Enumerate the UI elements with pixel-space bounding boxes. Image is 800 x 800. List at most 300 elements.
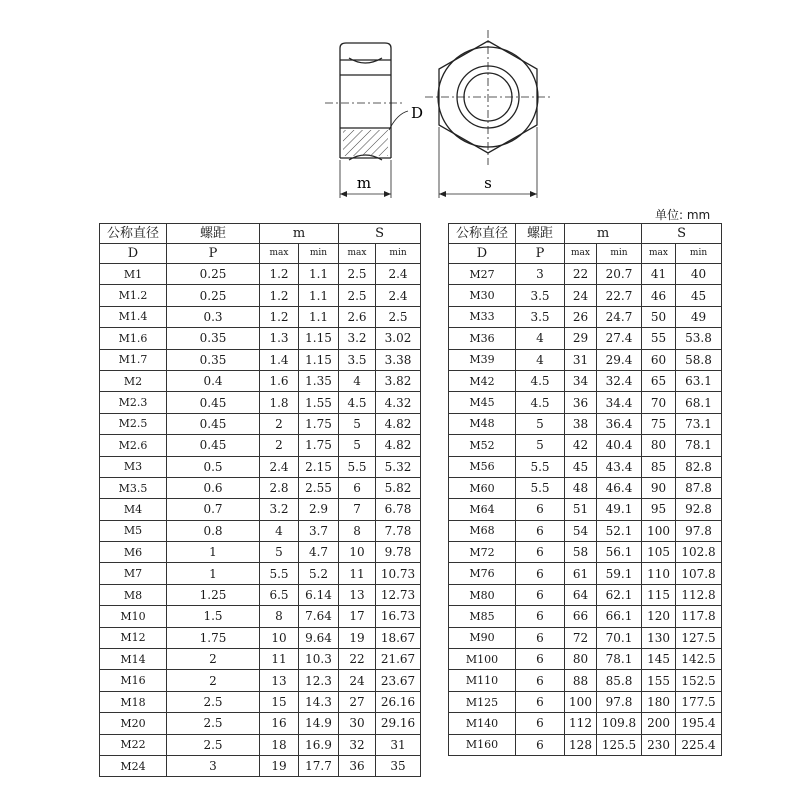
cell-pitch: 4 xyxy=(516,328,565,349)
cell-height-min: 62.1 xyxy=(597,584,642,605)
cell-pitch: 2.5 xyxy=(167,713,260,734)
cell-width-max: 95 xyxy=(642,499,676,520)
header-max: max xyxy=(642,244,676,264)
cell-height-min: 1.15 xyxy=(299,328,339,349)
header-pitch-symbol: P xyxy=(516,244,565,264)
cell-diameter: M14 xyxy=(100,649,167,670)
cell-height-min: 14.9 xyxy=(299,713,339,734)
cell-height-max: 8 xyxy=(260,606,299,627)
d-label: D xyxy=(411,104,424,122)
cell-pitch: 6 xyxy=(516,670,565,691)
cell-height-max: 3.2 xyxy=(260,499,299,520)
cell-height-max: 80 xyxy=(565,649,597,670)
cell-width-min: 53.8 xyxy=(676,328,722,349)
cell-height-min: 6.14 xyxy=(299,584,339,605)
table-row xyxy=(100,649,421,670)
cell-width-min: 26.16 xyxy=(376,691,421,712)
cell-height-max: 112 xyxy=(565,713,597,734)
table-row xyxy=(449,413,722,434)
cell-pitch: 0.35 xyxy=(167,328,260,349)
cell-diameter: M7 xyxy=(100,563,167,584)
cell-height-max: 2 xyxy=(260,413,299,434)
header-min: min xyxy=(376,244,421,264)
cell-diameter: M1.6 xyxy=(100,328,167,349)
cell-pitch: 3.5 xyxy=(516,306,565,327)
cell-diameter: M140 xyxy=(449,713,516,734)
table-row xyxy=(100,435,421,456)
cell-height-max: 5.5 xyxy=(260,563,299,584)
cell-diameter: M1.7 xyxy=(100,349,167,370)
header-pitch: 螺距 xyxy=(516,224,565,244)
cell-height-max: 2 xyxy=(260,435,299,456)
cell-diameter: M110 xyxy=(449,670,516,691)
cell-height-min: 24.7 xyxy=(597,306,642,327)
cell-height-min: 22.7 xyxy=(597,285,642,306)
cell-height-min: 56.1 xyxy=(597,542,642,563)
cell-diameter: M60 xyxy=(449,477,516,498)
table-row xyxy=(100,392,421,413)
cell-width-max: 4.5 xyxy=(339,392,376,413)
cell-width-min: 3.82 xyxy=(376,370,421,391)
cell-height-max: 24 xyxy=(565,285,597,306)
cell-pitch: 6 xyxy=(516,542,565,563)
cell-pitch: 5.5 xyxy=(516,477,565,498)
cell-height-min: 14.3 xyxy=(299,691,339,712)
cell-width-min: 49 xyxy=(676,306,722,327)
cell-diameter: M8 xyxy=(100,584,167,605)
cell-height-min: 10.3 xyxy=(299,649,339,670)
cell-height-max: 2.4 xyxy=(260,456,299,477)
cell-height-min: 1.35 xyxy=(299,370,339,391)
cell-width-max: 120 xyxy=(642,606,676,627)
cell-height-max: 16 xyxy=(260,713,299,734)
header-width: S xyxy=(339,224,421,244)
cell-width-max: 11 xyxy=(339,563,376,584)
cell-width-max: 24 xyxy=(339,670,376,691)
cell-pitch: 4.5 xyxy=(516,370,565,391)
table-row xyxy=(449,520,722,541)
hex-nut-drawing xyxy=(0,0,800,210)
cell-diameter: M76 xyxy=(449,563,516,584)
m-arrow-left xyxy=(340,191,347,197)
cell-width-min: 63.1 xyxy=(676,370,722,391)
s-arrow-left xyxy=(439,191,446,197)
table-row xyxy=(449,627,722,648)
cell-height-min: 9.64 xyxy=(299,627,339,648)
cell-height-max: 1.2 xyxy=(260,264,299,285)
cell-width-min: 73.1 xyxy=(676,413,722,434)
cell-height-min: 1.15 xyxy=(299,349,339,370)
cell-width-max: 10 xyxy=(339,542,376,563)
cell-width-min: 2.5 xyxy=(376,306,421,327)
cell-width-max: 2.5 xyxy=(339,285,376,306)
cell-diameter: M160 xyxy=(449,734,516,755)
cell-diameter: M3.5 xyxy=(100,477,167,498)
cell-width-max: 55 xyxy=(642,328,676,349)
cell-height-min: 2.9 xyxy=(299,499,339,520)
table-row xyxy=(449,734,722,755)
cell-width-max: 5 xyxy=(339,413,376,434)
cell-height-min: 4.7 xyxy=(299,542,339,563)
cell-width-min: 127.5 xyxy=(676,627,722,648)
cell-pitch: 6 xyxy=(516,606,565,627)
table-row xyxy=(100,285,421,306)
cell-pitch: 6 xyxy=(516,734,565,755)
m-arrow-right xyxy=(384,191,391,197)
table-row xyxy=(100,306,421,327)
cell-diameter: M20 xyxy=(100,713,167,734)
cell-pitch: 0.45 xyxy=(167,413,260,434)
cell-height-min: 70.1 xyxy=(597,627,642,648)
cell-diameter: M80 xyxy=(449,584,516,605)
table-row xyxy=(100,499,421,520)
cell-height-max: 42 xyxy=(565,435,597,456)
cell-width-max: 115 xyxy=(642,584,676,605)
cell-height-min: 20.7 xyxy=(597,264,642,285)
cell-diameter: M3 xyxy=(100,456,167,477)
cell-width-max: 17 xyxy=(339,606,376,627)
cell-width-max: 30 xyxy=(339,713,376,734)
cell-pitch: 0.7 xyxy=(167,499,260,520)
table-row xyxy=(100,606,421,627)
cell-width-min: 7.78 xyxy=(376,520,421,541)
cell-height-max: 64 xyxy=(565,584,597,605)
table-row xyxy=(449,306,722,327)
cell-height-min: 5.2 xyxy=(299,563,339,584)
cell-width-min: 112.8 xyxy=(676,584,722,605)
cell-width-max: 7 xyxy=(339,499,376,520)
cell-diameter: M1.2 xyxy=(100,285,167,306)
cell-width-min: 31 xyxy=(376,734,421,755)
cell-height-min: 46.4 xyxy=(597,477,642,498)
table-row xyxy=(449,499,722,520)
cell-pitch: 6 xyxy=(516,627,565,648)
cell-height-min: 1.1 xyxy=(299,264,339,285)
table-row xyxy=(100,456,421,477)
cell-height-max: 66 xyxy=(565,606,597,627)
table-row xyxy=(449,691,722,712)
cell-width-min: 87.8 xyxy=(676,477,722,498)
cell-width-max: 5.5 xyxy=(339,456,376,477)
cell-pitch: 1.5 xyxy=(167,606,260,627)
cell-height-max: 51 xyxy=(565,499,597,520)
table-row xyxy=(100,328,421,349)
cell-width-min: 142.5 xyxy=(676,649,722,670)
table-row xyxy=(100,349,421,370)
cell-width-min: 107.8 xyxy=(676,563,722,584)
header-diameter: 公称直径 xyxy=(100,224,167,244)
cell-pitch: 0.45 xyxy=(167,392,260,413)
s-dimension-label: s xyxy=(484,174,492,192)
cell-pitch: 0.8 xyxy=(167,520,260,541)
cell-pitch: 2 xyxy=(167,649,260,670)
table-row xyxy=(100,563,421,584)
cell-height-min: 34.4 xyxy=(597,392,642,413)
cell-height-max: 15 xyxy=(260,691,299,712)
cell-height-min: 1.75 xyxy=(299,413,339,434)
cell-width-max: 145 xyxy=(642,649,676,670)
cell-pitch: 2.5 xyxy=(167,734,260,755)
cell-pitch: 4.5 xyxy=(516,392,565,413)
m-dimension-label: m xyxy=(356,174,372,192)
header-min: min xyxy=(299,244,339,264)
cell-pitch: 6 xyxy=(516,520,565,541)
cell-width-min: 4.82 xyxy=(376,435,421,456)
cell-width-min: 4.82 xyxy=(376,413,421,434)
table-row xyxy=(100,542,421,563)
cell-width-max: 105 xyxy=(642,542,676,563)
cell-height-max: 18 xyxy=(260,734,299,755)
cell-width-min: 82.8 xyxy=(676,456,722,477)
cell-diameter: M33 xyxy=(449,306,516,327)
cell-width-max: 180 xyxy=(642,691,676,712)
cell-height-min: 17.7 xyxy=(299,755,339,776)
cell-diameter: M16 xyxy=(100,670,167,691)
header-diameter-symbol: D xyxy=(449,244,516,264)
cell-width-max: 2.5 xyxy=(339,264,376,285)
cell-height-min: 12.3 xyxy=(299,670,339,691)
cell-diameter: M1 xyxy=(100,264,167,285)
table-row xyxy=(449,670,722,691)
cell-height-min: 97.8 xyxy=(597,691,642,712)
table-row xyxy=(449,392,722,413)
cell-diameter: M2.3 xyxy=(100,392,167,413)
cell-width-min: 102.8 xyxy=(676,542,722,563)
table-row xyxy=(449,349,722,370)
header-pitch: 螺距 xyxy=(167,224,260,244)
cell-width-max: 155 xyxy=(642,670,676,691)
cell-height-min: 2.15 xyxy=(299,456,339,477)
cell-width-max: 50 xyxy=(642,306,676,327)
table-row xyxy=(449,435,722,456)
cell-width-max: 13 xyxy=(339,584,376,605)
cell-width-min: 3.38 xyxy=(376,349,421,370)
cell-width-max: 80 xyxy=(642,435,676,456)
d-leader-line xyxy=(389,111,408,130)
cell-pitch: 3 xyxy=(516,264,565,285)
cell-width-min: 40 xyxy=(676,264,722,285)
table-row xyxy=(449,542,722,563)
cell-pitch: 5 xyxy=(516,435,565,456)
cell-height-min: 125.5 xyxy=(597,734,642,755)
cell-width-max: 46 xyxy=(642,285,676,306)
cell-height-min: 49.1 xyxy=(597,499,642,520)
cell-diameter: M2 xyxy=(100,370,167,391)
cell-pitch: 5.5 xyxy=(516,456,565,477)
cell-height-min: 1.55 xyxy=(299,392,339,413)
header-height: m xyxy=(260,224,339,244)
cell-height-min: 40.4 xyxy=(597,435,642,456)
cell-height-max: 88 xyxy=(565,670,597,691)
s-arrow-right xyxy=(530,191,537,197)
cell-height-max: 1.2 xyxy=(260,306,299,327)
cell-diameter: M45 xyxy=(449,392,516,413)
table-row xyxy=(449,370,722,391)
cell-height-max: 61 xyxy=(565,563,597,584)
cell-pitch: 6 xyxy=(516,563,565,584)
cell-width-min: 4.32 xyxy=(376,392,421,413)
header-pitch-symbol: P xyxy=(167,244,260,264)
cell-height-max: 1.2 xyxy=(260,285,299,306)
cell-height-min: 2.55 xyxy=(299,477,339,498)
cell-width-max: 3.5 xyxy=(339,349,376,370)
cell-width-max: 22 xyxy=(339,649,376,670)
cell-height-min: 78.1 xyxy=(597,649,642,670)
cell-width-max: 6 xyxy=(339,477,376,498)
cell-height-max: 13 xyxy=(260,670,299,691)
cell-diameter: M10 xyxy=(100,606,167,627)
cell-width-max: 200 xyxy=(642,713,676,734)
cell-diameter: M2.5 xyxy=(100,413,167,434)
table-row xyxy=(100,670,421,691)
cell-height-max: 22 xyxy=(565,264,597,285)
cell-pitch: 0.5 xyxy=(167,456,260,477)
cell-diameter: M27 xyxy=(449,264,516,285)
cell-diameter: M125 xyxy=(449,691,516,712)
cell-width-min: 45 xyxy=(676,285,722,306)
table-row xyxy=(449,713,722,734)
header-width: S xyxy=(642,224,722,244)
cell-width-max: 19 xyxy=(339,627,376,648)
cell-height-max: 100 xyxy=(565,691,597,712)
cell-height-max: 2.8 xyxy=(260,477,299,498)
cell-height-max: 128 xyxy=(565,734,597,755)
cell-width-min: 35 xyxy=(376,755,421,776)
table-row xyxy=(449,328,722,349)
cell-height-max: 4 xyxy=(260,520,299,541)
cell-diameter: M64 xyxy=(449,499,516,520)
cell-width-min: 5.32 xyxy=(376,456,421,477)
cell-diameter: M85 xyxy=(449,606,516,627)
table-row xyxy=(100,734,421,755)
cell-width-max: 3.2 xyxy=(339,328,376,349)
cell-pitch: 6 xyxy=(516,499,565,520)
cell-height-max: 1.8 xyxy=(260,392,299,413)
table-row xyxy=(100,477,421,498)
cell-width-min: 92.8 xyxy=(676,499,722,520)
table-row xyxy=(100,691,421,712)
table-row xyxy=(449,563,722,584)
cell-width-max: 5 xyxy=(339,435,376,456)
cell-height-max: 1.4 xyxy=(260,349,299,370)
cell-width-max: 130 xyxy=(642,627,676,648)
table-row xyxy=(449,264,722,285)
header-min: min xyxy=(597,244,642,264)
cell-width-max: 110 xyxy=(642,563,676,584)
cell-pitch: 0.25 xyxy=(167,285,260,306)
cell-height-max: 1.6 xyxy=(260,370,299,391)
cell-pitch: 5 xyxy=(516,413,565,434)
cell-width-min: 12.73 xyxy=(376,584,421,605)
cell-height-min: 66.1 xyxy=(597,606,642,627)
header-max: max xyxy=(565,244,597,264)
cell-diameter: M68 xyxy=(449,520,516,541)
cell-pitch: 1.75 xyxy=(167,627,260,648)
cell-pitch: 0.3 xyxy=(167,306,260,327)
cell-diameter: M48 xyxy=(449,413,516,434)
cell-width-max: 100 xyxy=(642,520,676,541)
cell-pitch: 1 xyxy=(167,542,260,563)
cell-height-min: 32.4 xyxy=(597,370,642,391)
cell-width-min: 78.1 xyxy=(676,435,722,456)
cell-width-min: 5.82 xyxy=(376,477,421,498)
cell-width-max: 8 xyxy=(339,520,376,541)
cell-height-min: 1.1 xyxy=(299,306,339,327)
table-row xyxy=(449,584,722,605)
cell-height-min: 1.75 xyxy=(299,435,339,456)
cell-diameter: M5 xyxy=(100,520,167,541)
cell-height-min: 43.4 xyxy=(597,456,642,477)
cell-width-min: 16.73 xyxy=(376,606,421,627)
cell-height-max: 48 xyxy=(565,477,597,498)
cell-width-min: 21.67 xyxy=(376,649,421,670)
cell-height-min: 52.1 xyxy=(597,520,642,541)
cell-diameter: M56 xyxy=(449,456,516,477)
cell-height-min: 27.4 xyxy=(597,328,642,349)
cell-diameter: M72 xyxy=(449,542,516,563)
cell-pitch: 6 xyxy=(516,691,565,712)
cell-width-min: 10.73 xyxy=(376,563,421,584)
cell-height-min: 36.4 xyxy=(597,413,642,434)
table-row xyxy=(100,264,421,285)
table-row xyxy=(100,520,421,541)
cell-height-max: 1.3 xyxy=(260,328,299,349)
cell-width-max: 36 xyxy=(339,755,376,776)
header-row xyxy=(100,224,421,244)
cell-width-max: 4 xyxy=(339,370,376,391)
cell-width-max: 65 xyxy=(642,370,676,391)
cell-width-max: 27 xyxy=(339,691,376,712)
header-diameter: 公称直径 xyxy=(449,224,516,244)
table-row xyxy=(100,584,421,605)
cell-height-max: 5 xyxy=(260,542,299,563)
cell-pitch: 3 xyxy=(167,755,260,776)
cell-height-max: 31 xyxy=(565,349,597,370)
cell-width-min: 2.4 xyxy=(376,264,421,285)
cell-width-min: 97.8 xyxy=(676,520,722,541)
header-row xyxy=(449,224,722,244)
header-height: m xyxy=(565,224,642,244)
cell-height-min: 3.7 xyxy=(299,520,339,541)
cell-height-min: 29.4 xyxy=(597,349,642,370)
cell-diameter: M4 xyxy=(100,499,167,520)
cell-width-min: 29.16 xyxy=(376,713,421,734)
cell-width-min: 117.8 xyxy=(676,606,722,627)
cell-pitch: 6 xyxy=(516,649,565,670)
cell-height-max: 54 xyxy=(565,520,597,541)
cell-height-max: 6.5 xyxy=(260,584,299,605)
cell-height-max: 45 xyxy=(565,456,597,477)
cell-pitch: 0.25 xyxy=(167,264,260,285)
cell-width-max: 41 xyxy=(642,264,676,285)
cell-pitch: 0.4 xyxy=(167,370,260,391)
unit-label: 单位: mm xyxy=(655,208,711,222)
cell-width-min: 18.67 xyxy=(376,627,421,648)
cell-diameter: M42 xyxy=(449,370,516,391)
cell-width-max: 60 xyxy=(642,349,676,370)
cell-height-max: 34 xyxy=(565,370,597,391)
cell-height-min: 85.8 xyxy=(597,670,642,691)
cell-diameter: M1.4 xyxy=(100,306,167,327)
table-row xyxy=(449,285,722,306)
table-row xyxy=(100,755,421,776)
cell-width-min: 6.78 xyxy=(376,499,421,520)
cell-height-max: 38 xyxy=(565,413,597,434)
cell-height-min: 7.64 xyxy=(299,606,339,627)
table-row xyxy=(100,370,421,391)
header-min: min xyxy=(676,244,722,264)
table-row xyxy=(449,649,722,670)
